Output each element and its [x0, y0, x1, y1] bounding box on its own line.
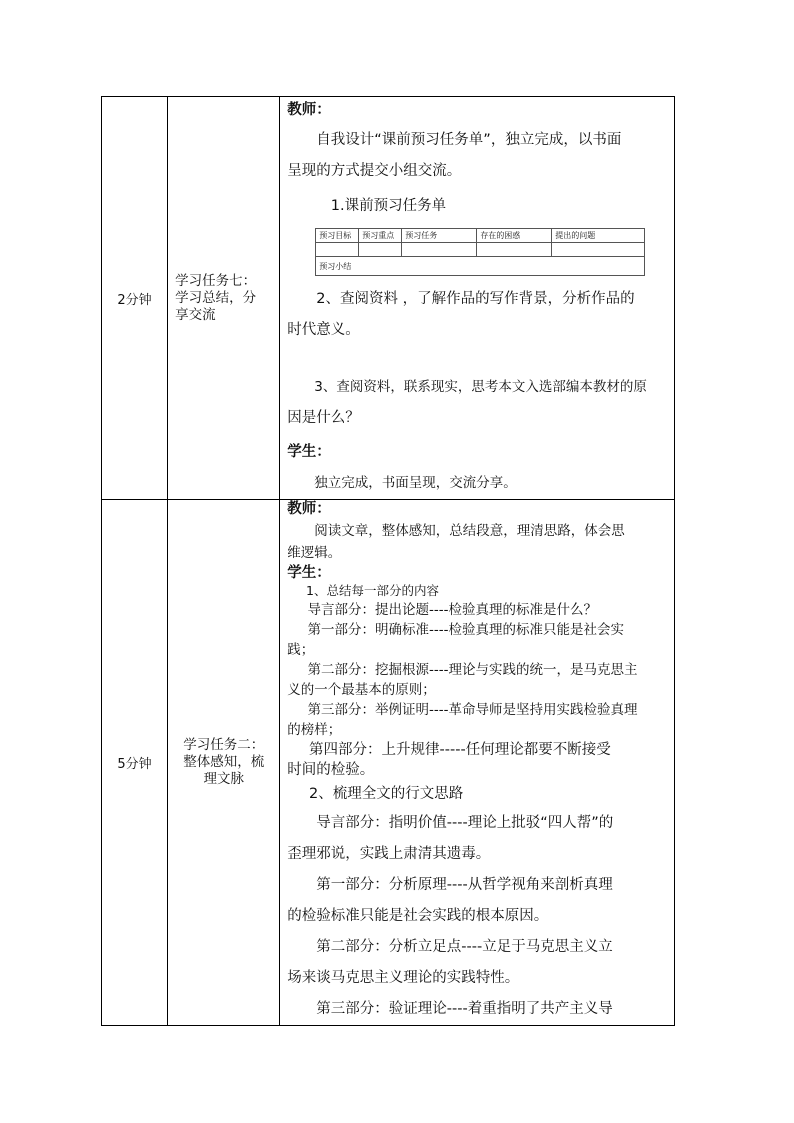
item-heading: 1.课前预习任务单: [330, 198, 447, 214]
paragraph: 第一部分：明确标准----检验真理的标准只能是社会实: [307, 622, 625, 638]
table-row: [316, 243, 645, 257]
paragraph: 歪理邪说，实践上肃清其遗毒。: [287, 846, 491, 862]
paragraph: 义的一个最基本的原则；: [287, 682, 436, 698]
mini-empty-cell: [316, 243, 359, 257]
paragraph: 因是什么？: [287, 410, 360, 426]
content-cell: [280, 97, 675, 500]
paragraph: 第四部分：上升规律-----任何理论都要不断接受: [309, 742, 611, 758]
task-line: 理文脉: [203, 771, 244, 787]
mini-header-cell: 预习目标: [316, 229, 359, 243]
paragraph: 1、总结每一部分的内容: [306, 583, 440, 598]
item-heading: 2、梳理全文的行文思路: [309, 786, 464, 802]
paragraph: 践；: [287, 642, 315, 658]
table-row: [102, 97, 675, 500]
mini-empty-cell: [552, 243, 645, 257]
paragraph: 独立完成，书面呈现，交流分享。: [314, 475, 517, 491]
task-cell: [168, 500, 280, 1026]
mini-header-cell: 存在的困惑: [477, 229, 552, 243]
table-row: [102, 500, 675, 1026]
paragraph: 呈现的方式提交小组交流。: [287, 163, 462, 179]
table-row: [316, 257, 645, 276]
paragraph: 第三部分：验证理论----着重指明了共产主义导: [316, 1001, 613, 1017]
task-line: 学习任务七：: [175, 272, 257, 289]
paragraph: 第二部分：分析立足点----立足于马克思主义立: [316, 939, 613, 955]
teacher-heading: 教师：: [287, 102, 331, 118]
paragraph: 3、查阅资料，联系现实，思考本文入选部编本教材的原: [314, 379, 647, 395]
student-heading: 学生：: [287, 444, 331, 460]
task-line: 学习任务二：: [183, 737, 265, 753]
paragraph: 导言部分：指明价值----理论上批驳“四人帮”的: [316, 815, 614, 831]
task-line: 整体感知，梳: [183, 754, 265, 770]
task-line: 学习总结，分: [175, 289, 257, 306]
task-cell: [168, 97, 280, 500]
paragraph: 时间的检验。: [287, 762, 375, 778]
mini-header-cell: 提出的问题: [552, 229, 645, 243]
preview-task-table: [315, 228, 645, 276]
content-cell: [280, 500, 675, 1026]
paragraph: 场来谈马克思主义理论的实践特性。: [287, 970, 520, 986]
mini-summary-cell: 预习小结: [316, 257, 645, 276]
mini-empty-cell: [359, 243, 402, 257]
paragraph: 自我设计“课前预习任务单”，独立完成，以书面: [316, 132, 622, 148]
paragraph: 维逻辑。: [287, 545, 342, 561]
lesson-plan-table: [101, 96, 675, 1026]
teacher-heading: 教师：: [287, 501, 331, 517]
task-line: 享交流: [175, 306, 216, 323]
mini-header-cell: 预习重点: [359, 229, 402, 243]
mini-empty-cell: [402, 243, 477, 257]
student-heading: 学生：: [287, 565, 331, 581]
mini-header-cell: 预习任务: [402, 229, 477, 243]
paragraph: 导言部分：提出论题----检验真理的标准是什么？: [307, 602, 598, 618]
time-cell: 2分钟: [102, 97, 168, 500]
paragraph: 的检验标准只能是社会实践的根本原因。: [287, 908, 549, 924]
table-row: [316, 229, 645, 243]
paragraph: 第二部分：挖掘根源----理论与实践的统一，是马克思主: [307, 662, 638, 678]
paragraph: 阅读文章，整体感知，总结段意，理清思路，体会思: [314, 523, 625, 539]
mini-empty-cell: [477, 243, 552, 257]
paragraph: 第一部分：分析原理----从哲学视角来剖析真理: [316, 877, 613, 893]
time-cell: 5分钟: [102, 500, 168, 1026]
paragraph: 时代意义。: [287, 322, 360, 338]
paragraph: 的榜样；: [287, 722, 342, 738]
paragraph: 第三部分：举例证明----革命导师是坚持用实践检验真理: [307, 702, 638, 718]
paragraph: 2、查阅资料 ，了解作品的写作背景，分析作品的: [316, 291, 635, 307]
